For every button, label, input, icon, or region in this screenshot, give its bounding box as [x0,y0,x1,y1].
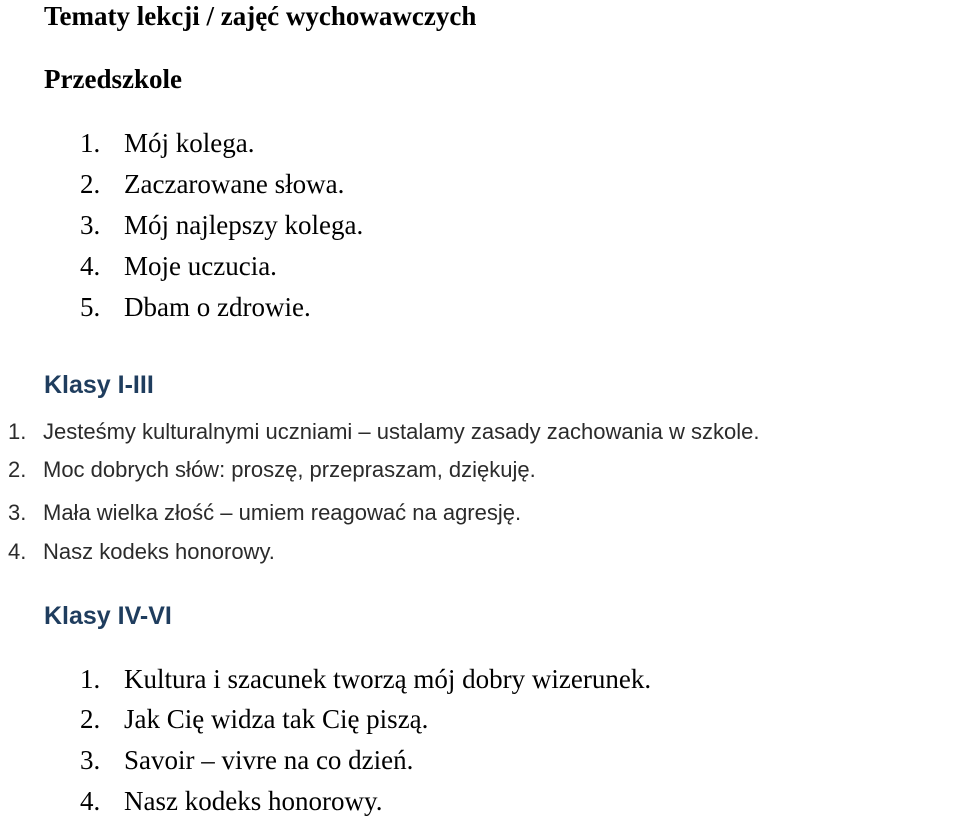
list-item-number: 2. [80,169,101,199]
list-item-number: 3. [80,745,101,775]
list-item-text: Dbam o zdrowie. [124,292,311,322]
section-heading-klasy-4-6: Klasy IV-VI [44,602,172,630]
list-item [80,785,960,817]
list-item-text: Nasz kodeks honorowy. [124,786,383,816]
list-item-text: Kultura i szacunek tworzą mój dobry wizerunek. [124,664,652,694]
list-item-number: 3. [8,500,27,525]
list-item [80,209,960,241]
list-item [8,498,960,528]
list-item-number: 4. [8,539,27,564]
list-item [80,744,960,776]
list-item [8,455,960,485]
list-item [8,537,960,567]
list-item-text: Zaczarowane słowa. [124,169,345,199]
list-item [8,417,960,447]
list-item [80,291,960,323]
list-item-text: Mój kolega. [124,128,255,158]
document-title: Tematy lekcji / zajęć wychowawczych [44,1,477,31]
list-item-text: Mała wielka złość – umiem reagować na agresję. [43,500,522,525]
list-item-number: 1. [80,664,101,694]
list-item-number: 4. [80,786,101,816]
list-item-text: Mój najlepszy kolega. [124,210,364,240]
list-item-text: Savoir – vivre na co dzień. [124,745,414,775]
list-item-text: Moc dobrych słów: proszę, przepraszam, dziękuję. [43,457,536,482]
list-item-text: Jak Cię widza tak Cię piszą. [124,704,429,734]
list-item-text: Moje uczucia. [124,251,277,281]
list-item-number: 2. [80,704,101,734]
list-item [80,250,960,282]
list-item [80,127,960,159]
list-item-text: Nasz kodeks honorowy. [43,539,275,564]
list-item-number: 1. [8,419,27,444]
list-item [80,663,960,695]
list-item-number: 3. [80,210,101,240]
list-item-number: 2. [8,457,27,482]
list-item-number: 4. [80,251,101,281]
section-heading-klasy-1-3: Klasy I-III [44,371,154,399]
list-item [80,168,960,200]
list-item-number: 5. [80,292,101,322]
section-heading-przedszkole: Przedszkole [44,64,182,94]
list-item-text: Jesteśmy kulturalnymi uczniami – ustalamy zasady zachowania w szkole. [43,419,760,444]
list-item-number: 1. [80,128,101,158]
list-item [80,703,960,735]
